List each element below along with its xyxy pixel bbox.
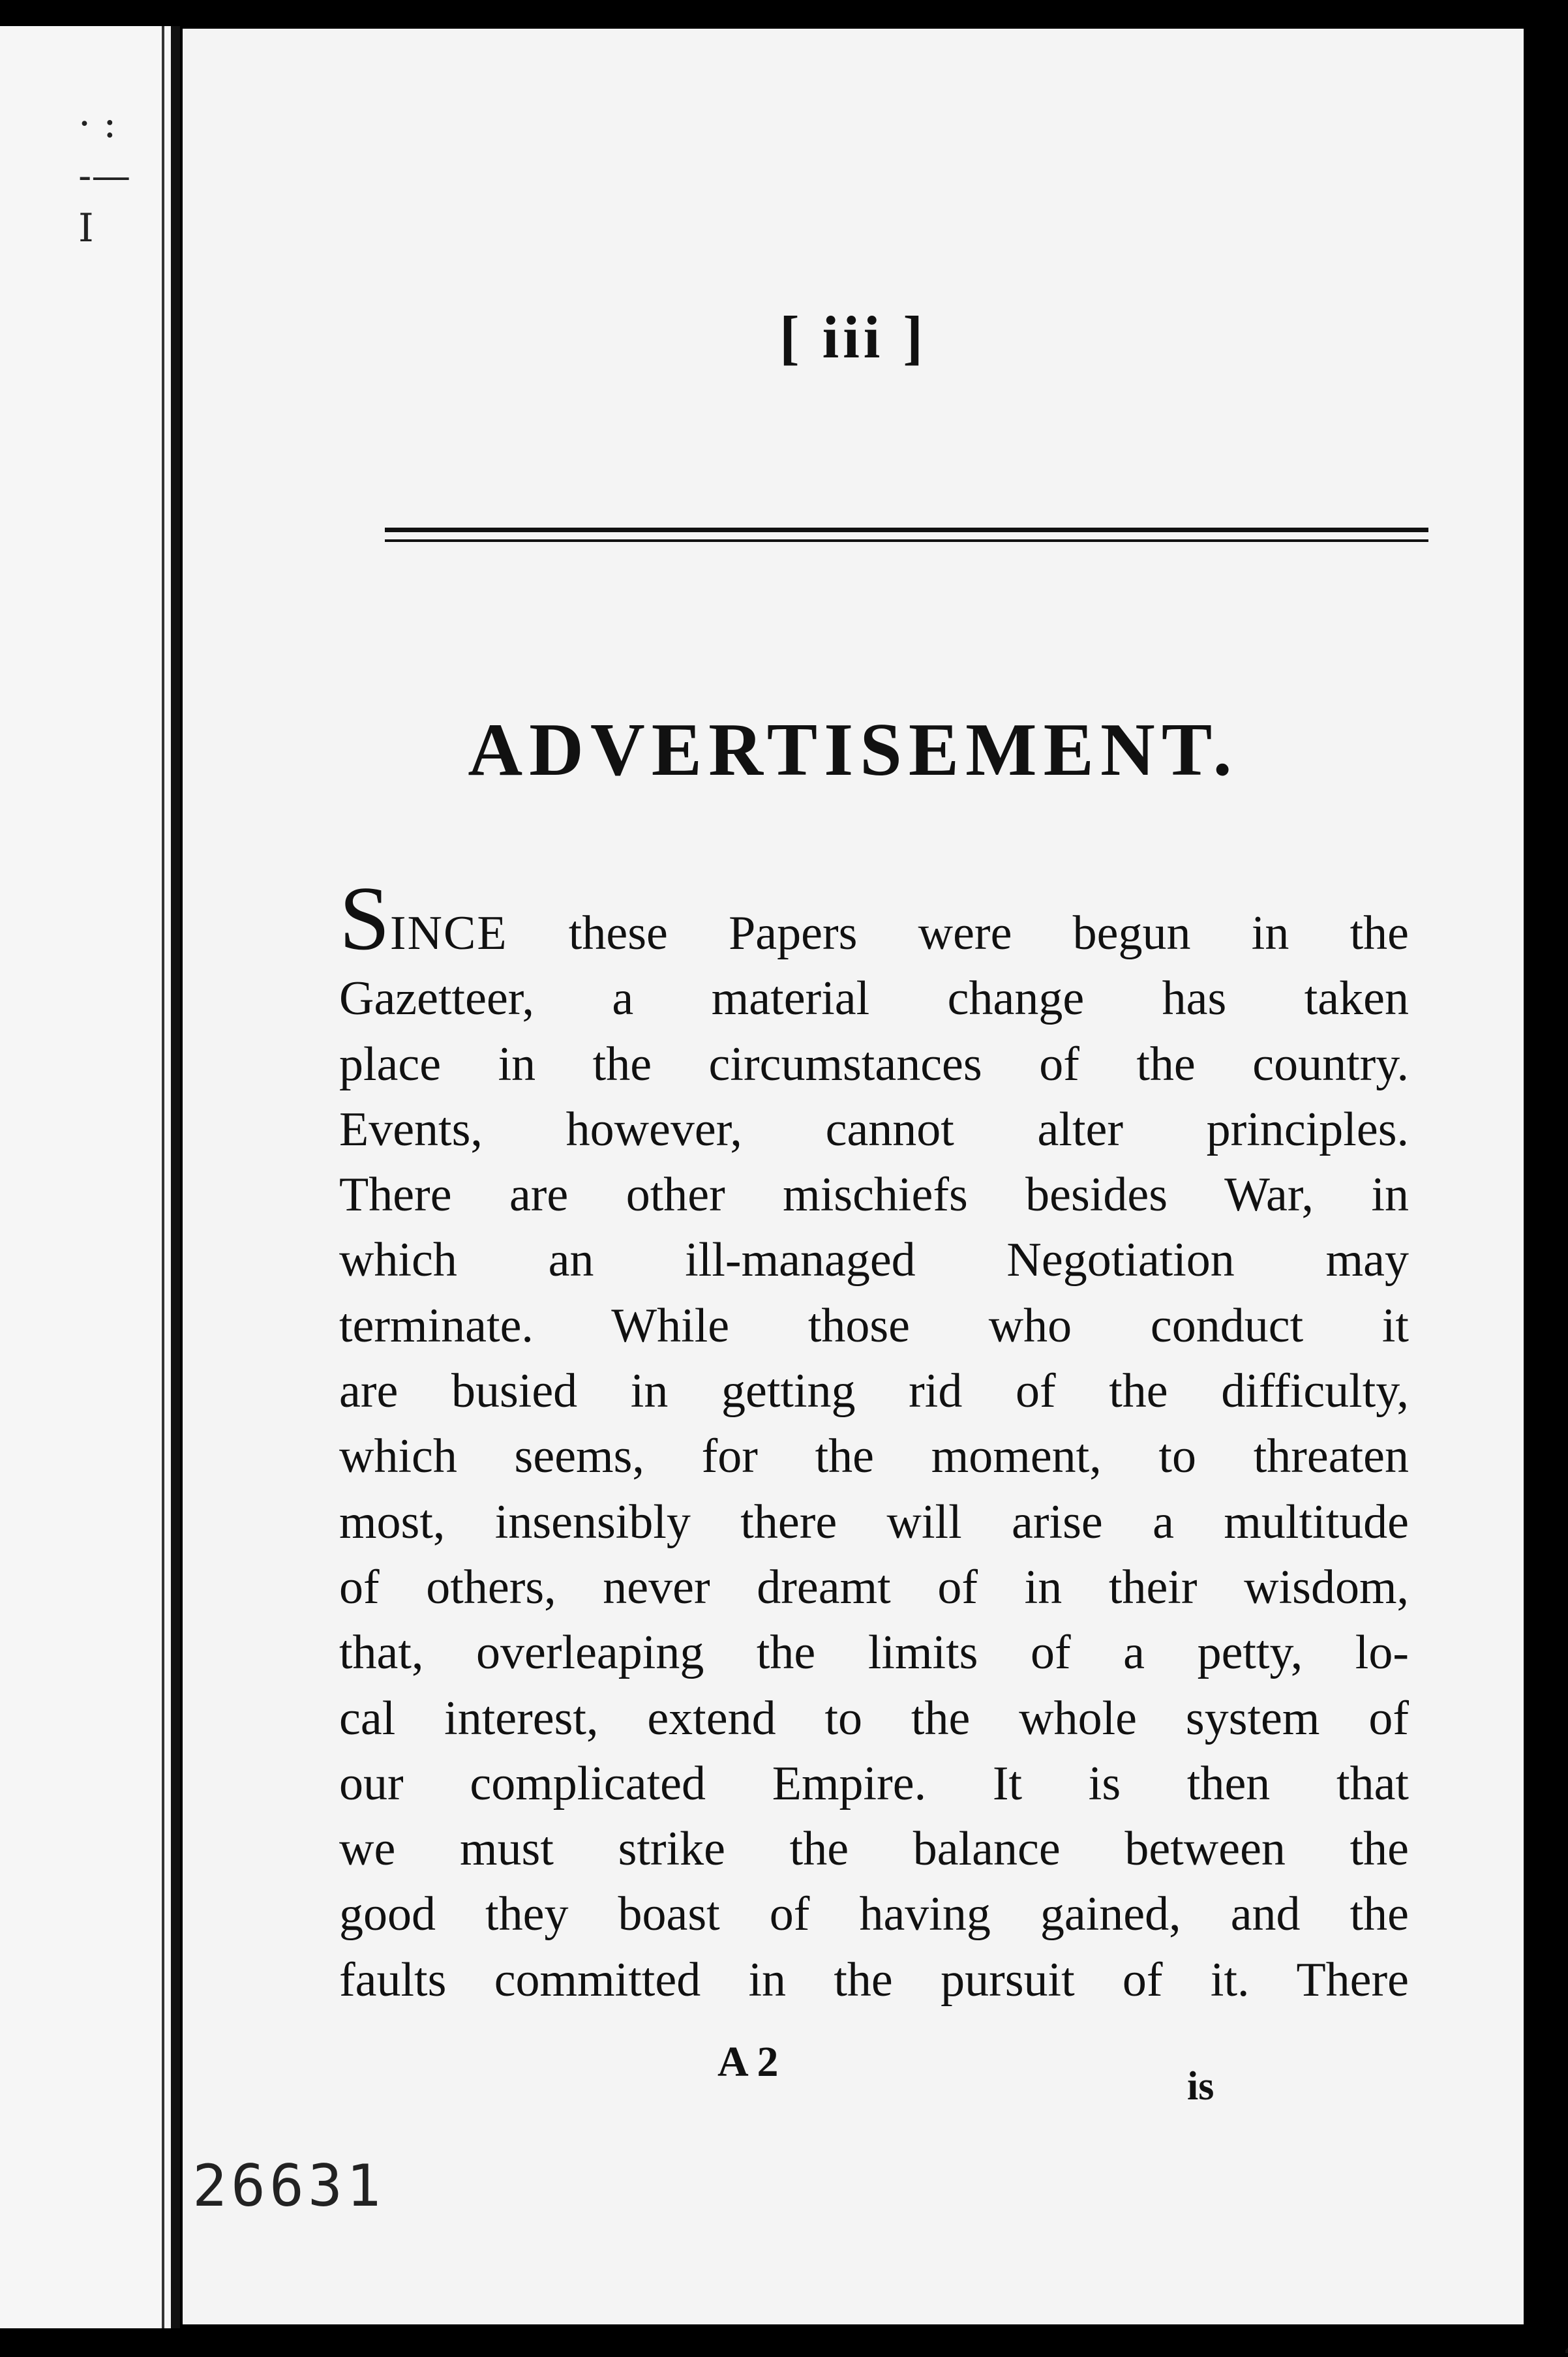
text-line: our complicated Empire. It is then that <box>339 1756 1409 1810</box>
accession-number: 26631 <box>192 2152 385 2219</box>
text-line: cal interest, extend to the whole system of <box>339 1691 1409 1745</box>
text-line: are busied in getting rid of the difficulty, <box>339 1364 1409 1419</box>
body-text <box>339 868 1409 2013</box>
margin-marks: · : -— I <box>78 101 131 251</box>
text-line: we must strike the balance between the <box>339 1822 1409 1876</box>
text-line: good they boast of having gained, and the <box>339 1887 1409 1942</box>
text-line: There are other mischiefs besides War, in <box>339 1168 1409 1222</box>
page-title: ADVERTISEMENT. <box>468 708 1239 792</box>
text-line: Events, however, cannot alter principles. <box>339 1102 1409 1156</box>
folded-corner <box>1565 2207 1568 2353</box>
gutter-shadow <box>162 26 164 2328</box>
book-gutter <box>171 26 180 2328</box>
drop-cap: S <box>339 868 390 969</box>
facing-page-edge <box>0 26 176 2328</box>
text-line: which an ill-managed Negotiation may <box>339 1233 1409 1287</box>
text-line: faults committed in the pursuit of it. There <box>339 1953 1409 2007</box>
header-rule-thin <box>385 539 1428 542</box>
text-line: Gazetteer, a material change has taken <box>339 972 1409 1026</box>
text-line: which seems, for the moment, to threaten <box>339 1430 1409 1484</box>
first-word-rest: INCE <box>389 907 508 960</box>
text-line: place in the circumstances of the country. <box>339 1037 1409 1091</box>
text-line: of others, never dreamt of in their wisdom, <box>339 1560 1409 1614</box>
text-line: most, insensibly there will arise a multitude <box>339 1495 1409 1549</box>
header-rule-thick <box>385 528 1428 532</box>
catchword: is <box>1187 2064 1214 2109</box>
page-number: [ iii ] <box>779 304 927 370</box>
signature-mark: A 2 <box>717 2038 779 2086</box>
text-line: that, overleaping the limits of a petty, lo- <box>339 1626 1409 1680</box>
text-line-content: these Papers were begun in the <box>507 907 1409 960</box>
text-line: terminate. While those who conduct it <box>339 1299 1409 1353</box>
text-line <box>339 868 1409 969</box>
document-page <box>183 29 1524 2324</box>
